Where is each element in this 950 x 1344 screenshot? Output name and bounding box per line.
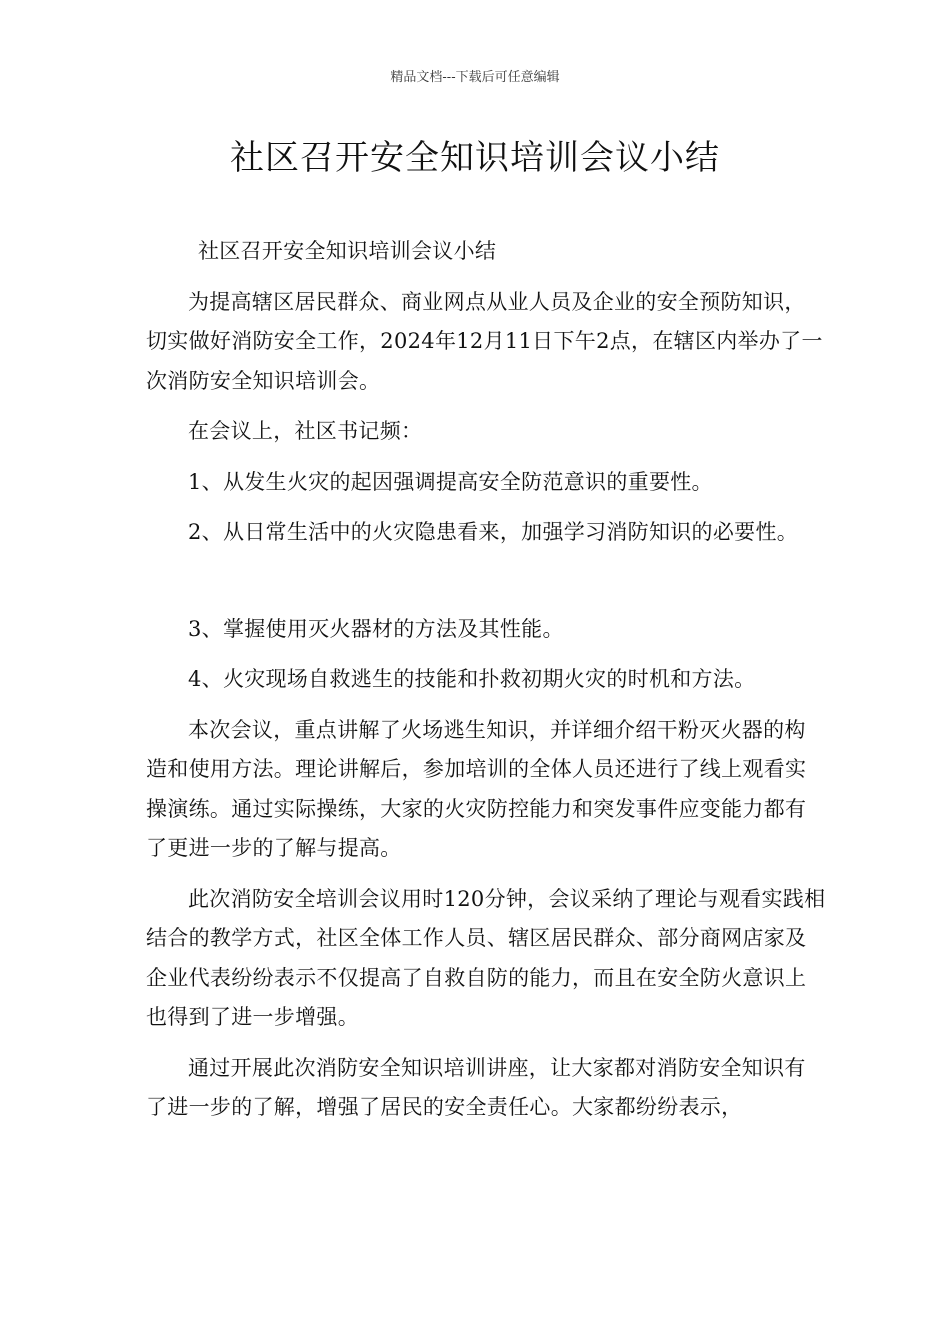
- paragraph-conclusion: 通过开展此次消防安全知识培训讲座，让大家都对消防安全知识有了进一步的了解，增强了居民的安全责任心。大家都纷纷表示，: [146, 1055, 806, 1119]
- header-note: 精品文档---下载后可任意编辑: [390, 70, 560, 85]
- list-item-4: 4、火灾现场自救逃生的技能和扑救初期火灾的时机和方法。: [188, 667, 756, 691]
- list-item-2: 2、从日常生活中的火灾隐患看来，加强学习消防知识的必要性。: [188, 520, 799, 544]
- document-body: [146, 232, 826, 1139]
- list-item-1: 1、从发生火灾的起因强调提高安全防范意识的重要性。: [188, 469, 713, 494]
- document-title: 社区召开安全知识培训会议小结: [230, 138, 720, 178]
- paragraph-meeting-lead: 在会议上，社区书记频：: [188, 419, 423, 443]
- paragraph-training-result: 此次消防安全培训会议用时120分钟，会议采纳了理论与观看实践相结合的教学方式，社区全体工作人员、辖区居民群众、部分商网店家及企业代表纷纷表示不仅提高了自救自防的能力，而且在安全防火意识上也得到了进一步增强。: [146, 886, 826, 1029]
- document-subtitle: 社区召开安全知识培训会议小结: [198, 239, 497, 263]
- blank-line: [146, 564, 826, 610]
- paragraph-intro: 为提高辖区居民群众、商业网点从业人员及企业的安全预防知识，切实做好消防安全工作，2024年12月11日下午2点，在辖区内举办了一次消防安全知识培训会。: [146, 289, 823, 393]
- paragraph-meeting-summary: 本次会议，重点讲解了火场逃生知识，并详细介绍干粉灭火器的构造和使用方法。理论讲解后，参加培训的全体人员还进行了线上观看实操演练。通过实际操练，大家的火灾防控能力和突发事件应变能力都有了更进一步的了解与提高。: [146, 717, 807, 860]
- list-item-3: 3、掌握使用灭火器材的方法及其性能。: [188, 616, 564, 641]
